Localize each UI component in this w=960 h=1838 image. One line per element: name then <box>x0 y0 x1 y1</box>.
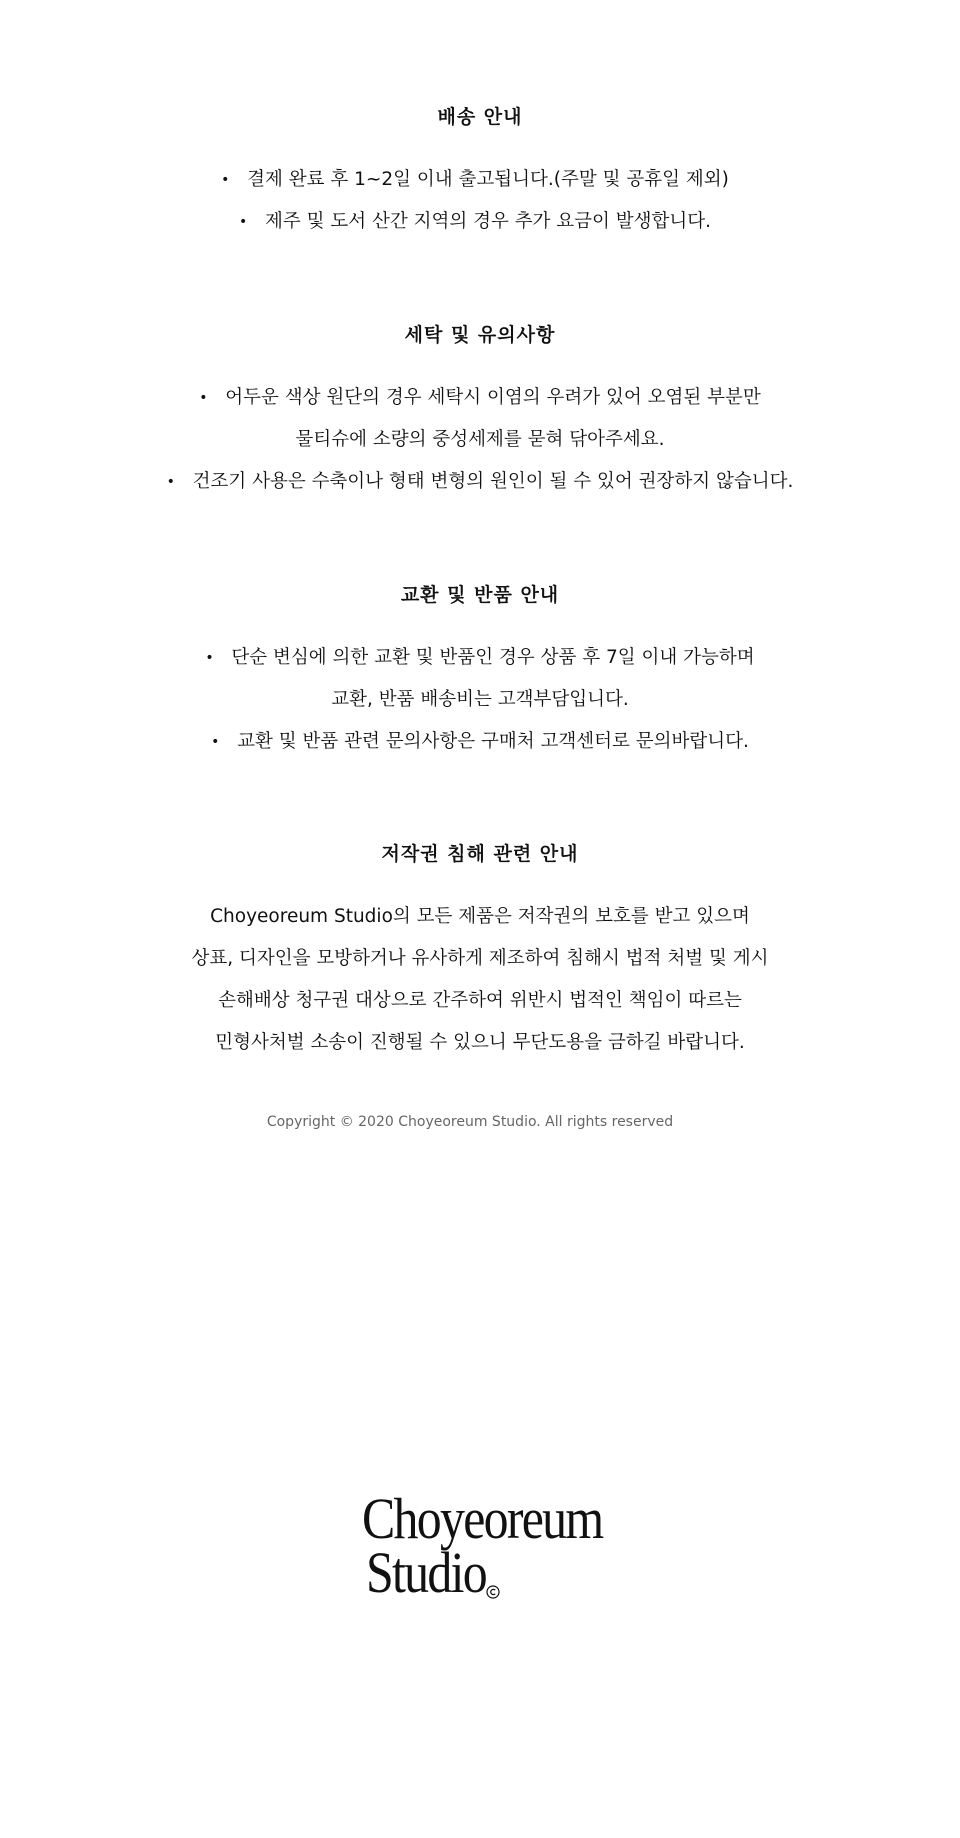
copyright-mark-icon <box>486 1585 500 1599</box>
logo-line-2: Studio <box>366 1540 486 1605</box>
bullet-icon: • <box>221 172 230 188</box>
exchange-item-2: 교환 및 반품 관련 문의사항은 구매처 고객센터로 문의바랍니다. <box>237 731 749 752</box>
washing-title: 세탁 및 유의사항 <box>404 324 556 346</box>
washing-item-2: 건조기 사용은 수축이나 형태 변형의 원인이 될 수 있어 권장하지 않습니다. <box>192 471 794 492</box>
exchange-section <box>0 583 960 763</box>
list-item <box>0 201 960 243</box>
exchange-item-1-cont: 교환, 반품 배송비는 고객부담입니다. <box>331 689 629 710</box>
list-item <box>0 377 960 419</box>
washing-item-1: 어두운 색상 원단의 경우 세탁시 이염의 우려가 있어 오염된 부분만 <box>225 387 761 408</box>
washing-section <box>0 323 960 503</box>
exchange-item-1: 단순 변심에 의한 교환 및 반품인 경우 상품 후 7일 이내 가능하며 <box>231 647 755 668</box>
copyright-notice-title: 저작권 침해 관련 안내 <box>381 843 579 865</box>
list-item-continuation <box>0 419 960 461</box>
copyright-notice-line-2: 상표, 디자인을 모방하거나 유사하게 제조하여 침해시 법적 처벌 및 게시 <box>191 948 769 969</box>
washing-item-1-cont: 물티슈에 소량의 중성세제를 묻혀 닦아주세요. <box>295 429 665 450</box>
logo-line-1: Choyeoreum <box>362 1486 603 1551</box>
shipping-item-1: 결제 완료 후 1~2일 이내 출고됩니다.(주말 및 공휴일 제외) <box>247 169 729 190</box>
list-item <box>0 637 960 679</box>
bullet-icon: • <box>199 390 208 406</box>
shipping-item-2: 제주 및 도서 산간 지역의 경우 추가 요금이 발생합니다. <box>264 211 712 232</box>
bullet-icon: • <box>205 650 214 666</box>
shipping-title: 배송 안내 <box>437 106 523 128</box>
bullet-icon: • <box>211 734 220 750</box>
list-item <box>0 721 960 763</box>
copyright-notice-line-4: 민형사처벌 소송이 진행될 수 있으니 무단도용을 금하길 바랍니다. <box>215 1032 745 1053</box>
list-item <box>0 461 960 503</box>
copyright-notice-line-3: 손해배상 청구권 대상으로 간주하여 위반시 법적인 책임이 따르는 <box>218 990 742 1011</box>
bullet-icon: • <box>238 214 248 230</box>
copyright-notice-section <box>0 842 960 1064</box>
shipping-section <box>0 105 960 243</box>
brand-logo <box>362 1486 622 1610</box>
bullet-icon: • <box>166 474 175 490</box>
list-item <box>0 159 960 201</box>
list-item-continuation <box>0 679 960 721</box>
copyright-notice-line-1: Choyeoreum Studio의 모든 제품은 저작권의 보호를 받고 있으며 <box>210 906 750 927</box>
footer-copyright: Copyright © 2020 Choyeoreum Studio. All rights reserved <box>266 1114 674 1130</box>
exchange-title: 교환 및 반품 안내 <box>400 584 560 606</box>
